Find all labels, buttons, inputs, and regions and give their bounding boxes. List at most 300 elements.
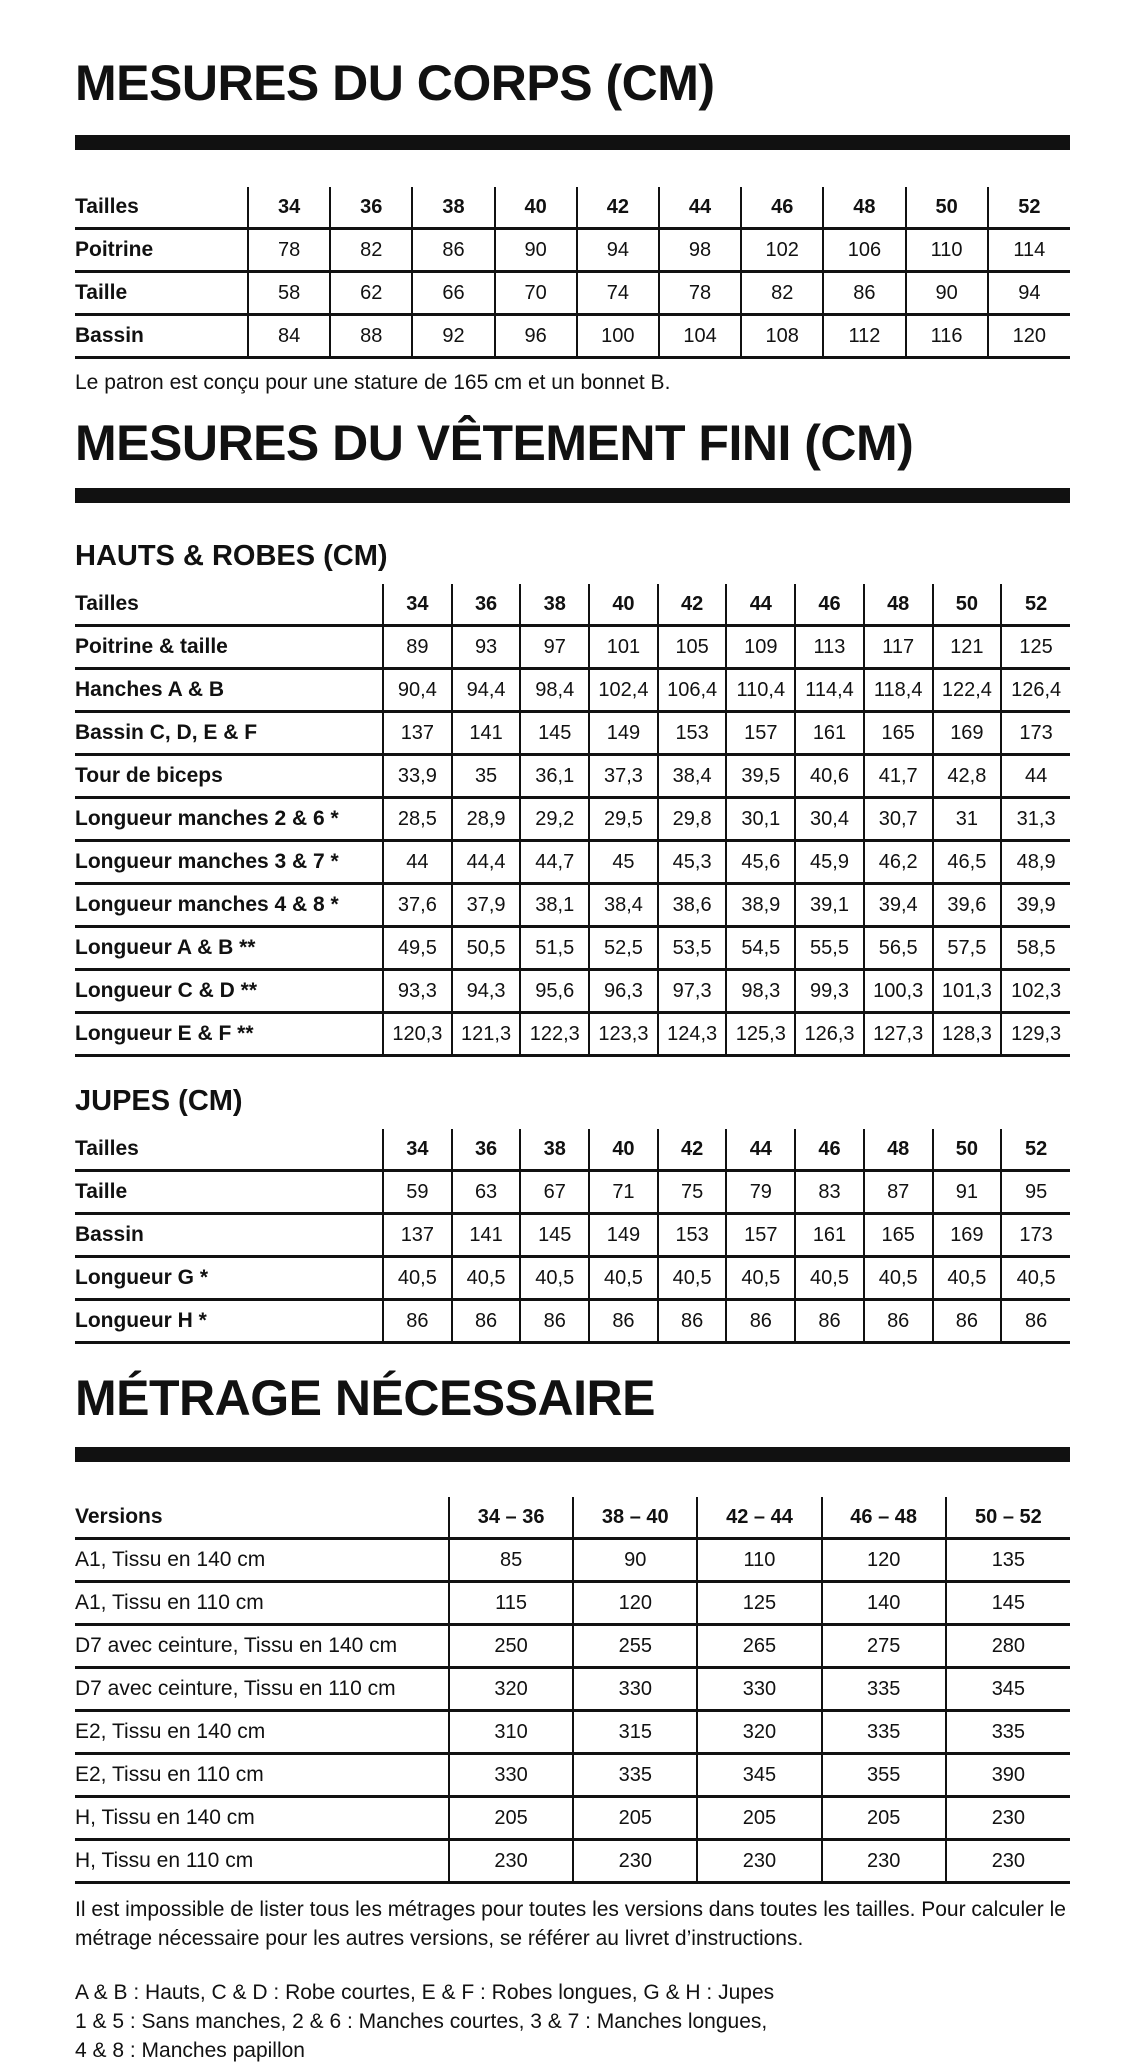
- value-cell: 205: [573, 1797, 697, 1840]
- value-cell: 40,5: [933, 1257, 1002, 1300]
- value-cell: 135: [946, 1539, 1070, 1582]
- value-cell: 86: [864, 1300, 933, 1343]
- table-row: [75, 1840, 1070, 1883]
- row-label-cell: Poitrine & taille: [75, 626, 383, 669]
- value-cell: 74: [577, 272, 659, 315]
- value-cell: 109: [726, 626, 795, 669]
- value-cell: 50,5: [452, 927, 521, 970]
- value-cell: 255: [573, 1625, 697, 1668]
- row-label-cell: Longueur manches 2 & 6 *: [75, 798, 383, 841]
- row-label-cell: E2, Tissu en 110 cm: [75, 1754, 449, 1797]
- value-cell: 46,5: [933, 841, 1002, 884]
- table-row: [75, 755, 1070, 798]
- finished-measurements-title: MESURES DU VÊTEMENT FINI (CM): [75, 415, 914, 471]
- value-cell: 100,3: [864, 970, 933, 1013]
- header-size-cell: 36: [330, 187, 412, 229]
- header-label-cell: Tailles: [75, 1129, 383, 1171]
- header-size-cell: 36: [452, 1129, 521, 1171]
- value-cell: 97,3: [658, 970, 727, 1013]
- value-cell: 28,5: [383, 798, 452, 841]
- row-label-cell: Hanches A & B: [75, 669, 383, 712]
- header-size-cell: 34: [383, 1129, 452, 1171]
- value-cell: 67: [520, 1171, 589, 1214]
- header-size-cell: 42: [577, 187, 659, 229]
- value-cell: 145: [946, 1582, 1070, 1625]
- value-cell: 335: [822, 1711, 946, 1754]
- row-label-cell: E2, Tissu en 140 cm: [75, 1711, 449, 1754]
- value-cell: 86: [933, 1300, 1002, 1343]
- header-size-cell: 42 – 44: [697, 1497, 821, 1539]
- value-cell: 125,3: [726, 1013, 795, 1056]
- value-cell: 55,5: [795, 927, 864, 970]
- value-cell: 157: [726, 712, 795, 755]
- table-row: [75, 1257, 1070, 1300]
- value-cell: 335: [573, 1754, 697, 1797]
- value-cell: 120: [822, 1539, 946, 1582]
- value-cell: 205: [449, 1797, 573, 1840]
- table-row: [75, 1797, 1070, 1840]
- value-cell: 173: [1001, 712, 1070, 755]
- row-label-cell: A1, Tissu en 110 cm: [75, 1582, 449, 1625]
- value-cell: 84: [248, 315, 330, 358]
- value-cell: 40,5: [1001, 1257, 1070, 1300]
- header-size-cell: 50 – 52: [946, 1497, 1070, 1539]
- table-row: [75, 626, 1070, 669]
- value-cell: 90: [906, 272, 988, 315]
- header-row: [75, 1497, 1070, 1539]
- row-label-cell: H, Tissu en 110 cm: [75, 1840, 449, 1883]
- value-cell: 40,5: [589, 1257, 658, 1300]
- row-label-cell: Bassin C, D, E & F: [75, 712, 383, 755]
- value-cell: 230: [449, 1840, 573, 1883]
- value-cell: 265: [697, 1625, 821, 1668]
- value-cell: 37,6: [383, 884, 452, 927]
- value-cell: 106,4: [658, 669, 727, 712]
- value-cell: 66: [412, 272, 494, 315]
- tops-measurements-table: [75, 584, 1070, 1057]
- value-cell: 94,4: [452, 669, 521, 712]
- row-label-cell: Longueur A & B **: [75, 927, 383, 970]
- header-size-cell: 48: [823, 187, 905, 229]
- value-cell: 86: [1001, 1300, 1070, 1343]
- value-cell: 31: [933, 798, 1002, 841]
- value-cell: 57,5: [933, 927, 1002, 970]
- value-cell: 39,4: [864, 884, 933, 927]
- row-label-cell: Poitrine: [75, 229, 248, 272]
- value-cell: 345: [697, 1754, 821, 1797]
- value-cell: 128,3: [933, 1013, 1002, 1056]
- value-cell: 117: [864, 626, 933, 669]
- value-cell: 94: [988, 272, 1070, 315]
- value-cell: 169: [933, 712, 1002, 755]
- value-cell: 315: [573, 1711, 697, 1754]
- header-size-cell: 36: [452, 584, 521, 626]
- table-row: [75, 272, 1070, 315]
- value-cell: 205: [697, 1797, 821, 1840]
- header-size-cell: 38: [520, 584, 589, 626]
- finished-measurements-section: [75, 415, 1070, 1344]
- value-cell: 126,3: [795, 1013, 864, 1056]
- value-cell: 230: [822, 1840, 946, 1883]
- value-cell: 330: [573, 1668, 697, 1711]
- value-cell: 38,4: [589, 884, 658, 927]
- row-label-cell: Longueur manches 3 & 7 *: [75, 841, 383, 884]
- value-cell: 58: [248, 272, 330, 315]
- value-cell: 86: [726, 1300, 795, 1343]
- value-cell: 35: [452, 755, 521, 798]
- value-cell: 335: [946, 1711, 1070, 1754]
- value-cell: 40,5: [452, 1257, 521, 1300]
- value-cell: 149: [589, 1214, 658, 1257]
- value-cell: 124,3: [658, 1013, 727, 1056]
- value-cell: 88: [330, 315, 412, 358]
- value-cell: 40,5: [383, 1257, 452, 1300]
- section-divider: [75, 1447, 1070, 1462]
- value-cell: 230: [946, 1797, 1070, 1840]
- row-label-cell: Taille: [75, 272, 248, 315]
- value-cell: 93: [452, 626, 521, 669]
- value-cell: 39,5: [726, 755, 795, 798]
- table-row: [75, 1300, 1070, 1343]
- value-cell: 31,3: [1001, 798, 1070, 841]
- value-cell: 122,3: [520, 1013, 589, 1056]
- value-cell: 99,3: [795, 970, 864, 1013]
- table-row: [75, 970, 1070, 1013]
- value-cell: 39,9: [1001, 884, 1070, 927]
- section-divider: [75, 488, 1070, 503]
- value-cell: 127,3: [864, 1013, 933, 1056]
- value-cell: 28,9: [452, 798, 521, 841]
- row-label-cell: D7 avec ceinture, Tissu en 140 cm: [75, 1625, 449, 1668]
- value-cell: 145: [520, 712, 589, 755]
- value-cell: 330: [697, 1668, 821, 1711]
- value-cell: 230: [946, 1840, 1070, 1883]
- row-label-cell: Longueur G *: [75, 1257, 383, 1300]
- body-measurements-section: [75, 55, 1070, 397]
- value-cell: 153: [658, 712, 727, 755]
- body-measurements-title: MESURES DU CORPS (CM): [75, 55, 715, 111]
- table-row: [75, 1582, 1070, 1625]
- header-size-cell: 38: [520, 1129, 589, 1171]
- value-cell: 44: [383, 841, 452, 884]
- value-cell: 330: [449, 1754, 573, 1797]
- value-cell: 90: [495, 229, 577, 272]
- value-cell: 110,4: [726, 669, 795, 712]
- value-cell: 95: [1001, 1171, 1070, 1214]
- header-size-cell: 46: [795, 584, 864, 626]
- table-row: [75, 669, 1070, 712]
- tops-table-title: HAUTS & ROBES (CM): [75, 540, 388, 572]
- value-cell: 126,4: [1001, 669, 1070, 712]
- header-row: [75, 584, 1070, 626]
- value-cell: 280: [946, 1625, 1070, 1668]
- value-cell: 125: [1001, 626, 1070, 669]
- value-cell: 123,3: [589, 1013, 658, 1056]
- table-row: [75, 884, 1070, 927]
- header-size-cell: 50: [933, 584, 1002, 626]
- value-cell: 86: [658, 1300, 727, 1343]
- table-row: [75, 1711, 1070, 1754]
- value-cell: 44,4: [452, 841, 521, 884]
- value-cell: 125: [697, 1582, 821, 1625]
- value-cell: 98,3: [726, 970, 795, 1013]
- skirts-measurements-table: [75, 1129, 1070, 1344]
- value-cell: 114,4: [795, 669, 864, 712]
- value-cell: 113: [795, 626, 864, 669]
- value-cell: 91: [933, 1171, 1002, 1214]
- body-note: Le patron est conçu pour une stature de 165 cm et un bonnet B.: [75, 371, 671, 394]
- value-cell: 63: [452, 1171, 521, 1214]
- row-label-cell: Longueur H *: [75, 1300, 383, 1343]
- header-size-cell: 40: [495, 187, 577, 229]
- value-cell: 320: [449, 1668, 573, 1711]
- value-cell: 78: [248, 229, 330, 272]
- header-size-cell: 42: [658, 1129, 727, 1171]
- value-cell: 250: [449, 1625, 573, 1668]
- value-cell: 390: [946, 1754, 1070, 1797]
- value-cell: 90,4: [383, 669, 452, 712]
- value-cell: 40,5: [795, 1257, 864, 1300]
- value-cell: 44: [1001, 755, 1070, 798]
- value-cell: 38,4: [658, 755, 727, 798]
- value-cell: 38,1: [520, 884, 589, 927]
- value-cell: 108: [741, 315, 823, 358]
- value-cell: 86: [383, 1300, 452, 1343]
- header-size-cell: 44: [659, 187, 741, 229]
- value-cell: 59: [383, 1171, 452, 1214]
- value-cell: 71: [589, 1171, 658, 1214]
- value-cell: 44,7: [520, 841, 589, 884]
- value-cell: 116: [906, 315, 988, 358]
- value-cell: 79: [726, 1171, 795, 1214]
- legend: [75, 1978, 1070, 2065]
- value-cell: 98: [659, 229, 741, 272]
- value-cell: 101,3: [933, 970, 1002, 1013]
- value-cell: 33,9: [383, 755, 452, 798]
- value-cell: 153: [658, 1214, 727, 1257]
- value-cell: 141: [452, 1214, 521, 1257]
- row-label-cell: Longueur E & F **: [75, 1013, 383, 1056]
- value-cell: 122,4: [933, 669, 1002, 712]
- value-cell: 54,5: [726, 927, 795, 970]
- value-cell: 39,6: [933, 884, 1002, 927]
- value-cell: 105: [658, 626, 727, 669]
- value-cell: 110: [906, 229, 988, 272]
- table-row: [75, 927, 1070, 970]
- row-label-cell: A1, Tissu en 140 cm: [75, 1539, 449, 1582]
- yardage-section: [75, 1370, 1070, 2065]
- header-size-cell: 52: [1001, 1129, 1070, 1171]
- table-row: [75, 1539, 1070, 1582]
- body-measurements-table: [75, 187, 1070, 359]
- value-cell: 145: [520, 1214, 589, 1257]
- header-row: [75, 1129, 1070, 1171]
- value-cell: 230: [573, 1840, 697, 1883]
- value-cell: 46,2: [864, 841, 933, 884]
- header-size-cell: 52: [988, 187, 1070, 229]
- value-cell: 82: [741, 272, 823, 315]
- table-row: [75, 712, 1070, 755]
- value-cell: 56,5: [864, 927, 933, 970]
- value-cell: 205: [822, 1797, 946, 1840]
- value-cell: 29,5: [589, 798, 658, 841]
- value-cell: 310: [449, 1711, 573, 1754]
- header-size-cell: 34 – 36: [449, 1497, 573, 1539]
- value-cell: 120,3: [383, 1013, 452, 1056]
- value-cell: 40,5: [520, 1257, 589, 1300]
- value-cell: 320: [697, 1711, 821, 1754]
- value-cell: 102,3: [1001, 970, 1070, 1013]
- value-cell: 120: [573, 1582, 697, 1625]
- yardage-title: MÉTRAGE NÉCESSAIRE: [75, 1370, 655, 1426]
- yardage-table: [75, 1497, 1070, 1884]
- value-cell: 45,3: [658, 841, 727, 884]
- value-cell: 161: [795, 712, 864, 755]
- value-cell: 45,9: [795, 841, 864, 884]
- value-cell: 29,2: [520, 798, 589, 841]
- header-size-cell: 48: [864, 584, 933, 626]
- value-cell: 40,6: [795, 755, 864, 798]
- header-size-cell: 38 – 40: [573, 1497, 697, 1539]
- value-cell: 149: [589, 712, 658, 755]
- table-row: [75, 798, 1070, 841]
- value-cell: 83: [795, 1171, 864, 1214]
- value-cell: 101: [589, 626, 658, 669]
- value-cell: 96: [495, 315, 577, 358]
- value-cell: 94: [577, 229, 659, 272]
- value-cell: 335: [822, 1668, 946, 1711]
- header-size-cell: 34: [383, 584, 452, 626]
- value-cell: 90: [573, 1539, 697, 1582]
- value-cell: 86: [823, 272, 905, 315]
- value-cell: 98,4: [520, 669, 589, 712]
- header-size-cell: 46: [795, 1129, 864, 1171]
- header-size-cell: 40: [589, 584, 658, 626]
- header-size-cell: 42: [658, 584, 727, 626]
- value-cell: 40,5: [864, 1257, 933, 1300]
- value-cell: 118,4: [864, 669, 933, 712]
- value-cell: 102: [741, 229, 823, 272]
- table-row: [75, 1754, 1070, 1797]
- value-cell: 102,4: [589, 669, 658, 712]
- value-cell: 42,8: [933, 755, 1002, 798]
- value-cell: 38,6: [658, 884, 727, 927]
- header-size-cell: 44: [726, 584, 795, 626]
- header-size-cell: 44: [726, 1129, 795, 1171]
- table-row: [75, 1013, 1070, 1056]
- header-size-cell: 48: [864, 1129, 933, 1171]
- header-row: [75, 187, 1070, 229]
- value-cell: 36,1: [520, 755, 589, 798]
- row-label-cell: Taille: [75, 1171, 383, 1214]
- row-label-cell: Longueur manches 4 & 8 *: [75, 884, 383, 927]
- table-row: [75, 1625, 1070, 1668]
- value-cell: 121,3: [452, 1013, 521, 1056]
- value-cell: 41,7: [864, 755, 933, 798]
- value-cell: 37,3: [589, 755, 658, 798]
- table-row: [75, 1214, 1070, 1257]
- value-cell: 29,8: [658, 798, 727, 841]
- value-cell: 52,5: [589, 927, 658, 970]
- value-cell: 161: [795, 1214, 864, 1257]
- header-size-cell: 40: [589, 1129, 658, 1171]
- table-row: [75, 1171, 1070, 1214]
- header-label-cell: Tailles: [75, 187, 248, 229]
- value-cell: 30,7: [864, 798, 933, 841]
- value-cell: 40,5: [658, 1257, 727, 1300]
- value-cell: 129,3: [1001, 1013, 1070, 1056]
- value-cell: 121: [933, 626, 1002, 669]
- value-cell: 165: [864, 712, 933, 755]
- value-cell: 82: [330, 229, 412, 272]
- header-size-cell: 50: [933, 1129, 1002, 1171]
- section-divider: [75, 135, 1070, 150]
- value-cell: 115: [449, 1582, 573, 1625]
- value-cell: 78: [659, 272, 741, 315]
- value-cell: 51,5: [520, 927, 589, 970]
- value-cell: 345: [946, 1668, 1070, 1711]
- row-label-cell: D7 avec ceinture, Tissu en 110 cm: [75, 1668, 449, 1711]
- value-cell: 48,9: [1001, 841, 1070, 884]
- row-label-cell: H, Tissu en 140 cm: [75, 1797, 449, 1840]
- value-cell: 106: [823, 229, 905, 272]
- header-size-cell: 34: [248, 187, 330, 229]
- header-size-cell: 50: [906, 187, 988, 229]
- value-cell: 140: [822, 1582, 946, 1625]
- header-size-cell: 46 – 48: [822, 1497, 946, 1539]
- header-size-cell: 52: [1001, 584, 1070, 626]
- legend-line: 4 & 8 : Manches papillon: [75, 2039, 305, 2062]
- header-size-cell: 38: [412, 187, 494, 229]
- value-cell: 38,9: [726, 884, 795, 927]
- value-cell: 93,3: [383, 970, 452, 1013]
- row-label-cell: Tour de biceps: [75, 755, 383, 798]
- value-cell: 75: [658, 1171, 727, 1214]
- value-cell: 40,5: [726, 1257, 795, 1300]
- row-label-cell: Longueur C & D **: [75, 970, 383, 1013]
- value-cell: 89: [383, 626, 452, 669]
- value-cell: 86: [795, 1300, 864, 1343]
- value-cell: 96,3: [589, 970, 658, 1013]
- value-cell: 137: [383, 1214, 452, 1257]
- value-cell: 275: [822, 1625, 946, 1668]
- table-row: [75, 315, 1070, 358]
- value-cell: 86: [412, 229, 494, 272]
- value-cell: 114: [988, 229, 1070, 272]
- value-cell: 37,9: [452, 884, 521, 927]
- value-cell: 112: [823, 315, 905, 358]
- value-cell: 45,6: [726, 841, 795, 884]
- value-cell: 110: [697, 1539, 821, 1582]
- legend-line: 1 & 5 : Sans manches, 2 & 6 : Manches courtes, 3 & 7 : Manches longues,: [75, 2010, 768, 2033]
- skirts-table-title: JUPES (CM): [75, 1085, 243, 1117]
- value-cell: 165: [864, 1214, 933, 1257]
- header-label-cell: Versions: [75, 1497, 449, 1539]
- value-cell: 94,3: [452, 970, 521, 1013]
- table-row: [75, 1668, 1070, 1711]
- table-row: [75, 841, 1070, 884]
- table-row: [75, 229, 1070, 272]
- value-cell: 92: [412, 315, 494, 358]
- value-cell: 85: [449, 1539, 573, 1582]
- value-cell: 86: [452, 1300, 521, 1343]
- value-cell: 141: [452, 712, 521, 755]
- row-label-cell: Bassin: [75, 315, 248, 358]
- value-cell: 45: [589, 841, 658, 884]
- value-cell: 230: [697, 1840, 821, 1883]
- value-cell: 58,5: [1001, 927, 1070, 970]
- value-cell: 87: [864, 1171, 933, 1214]
